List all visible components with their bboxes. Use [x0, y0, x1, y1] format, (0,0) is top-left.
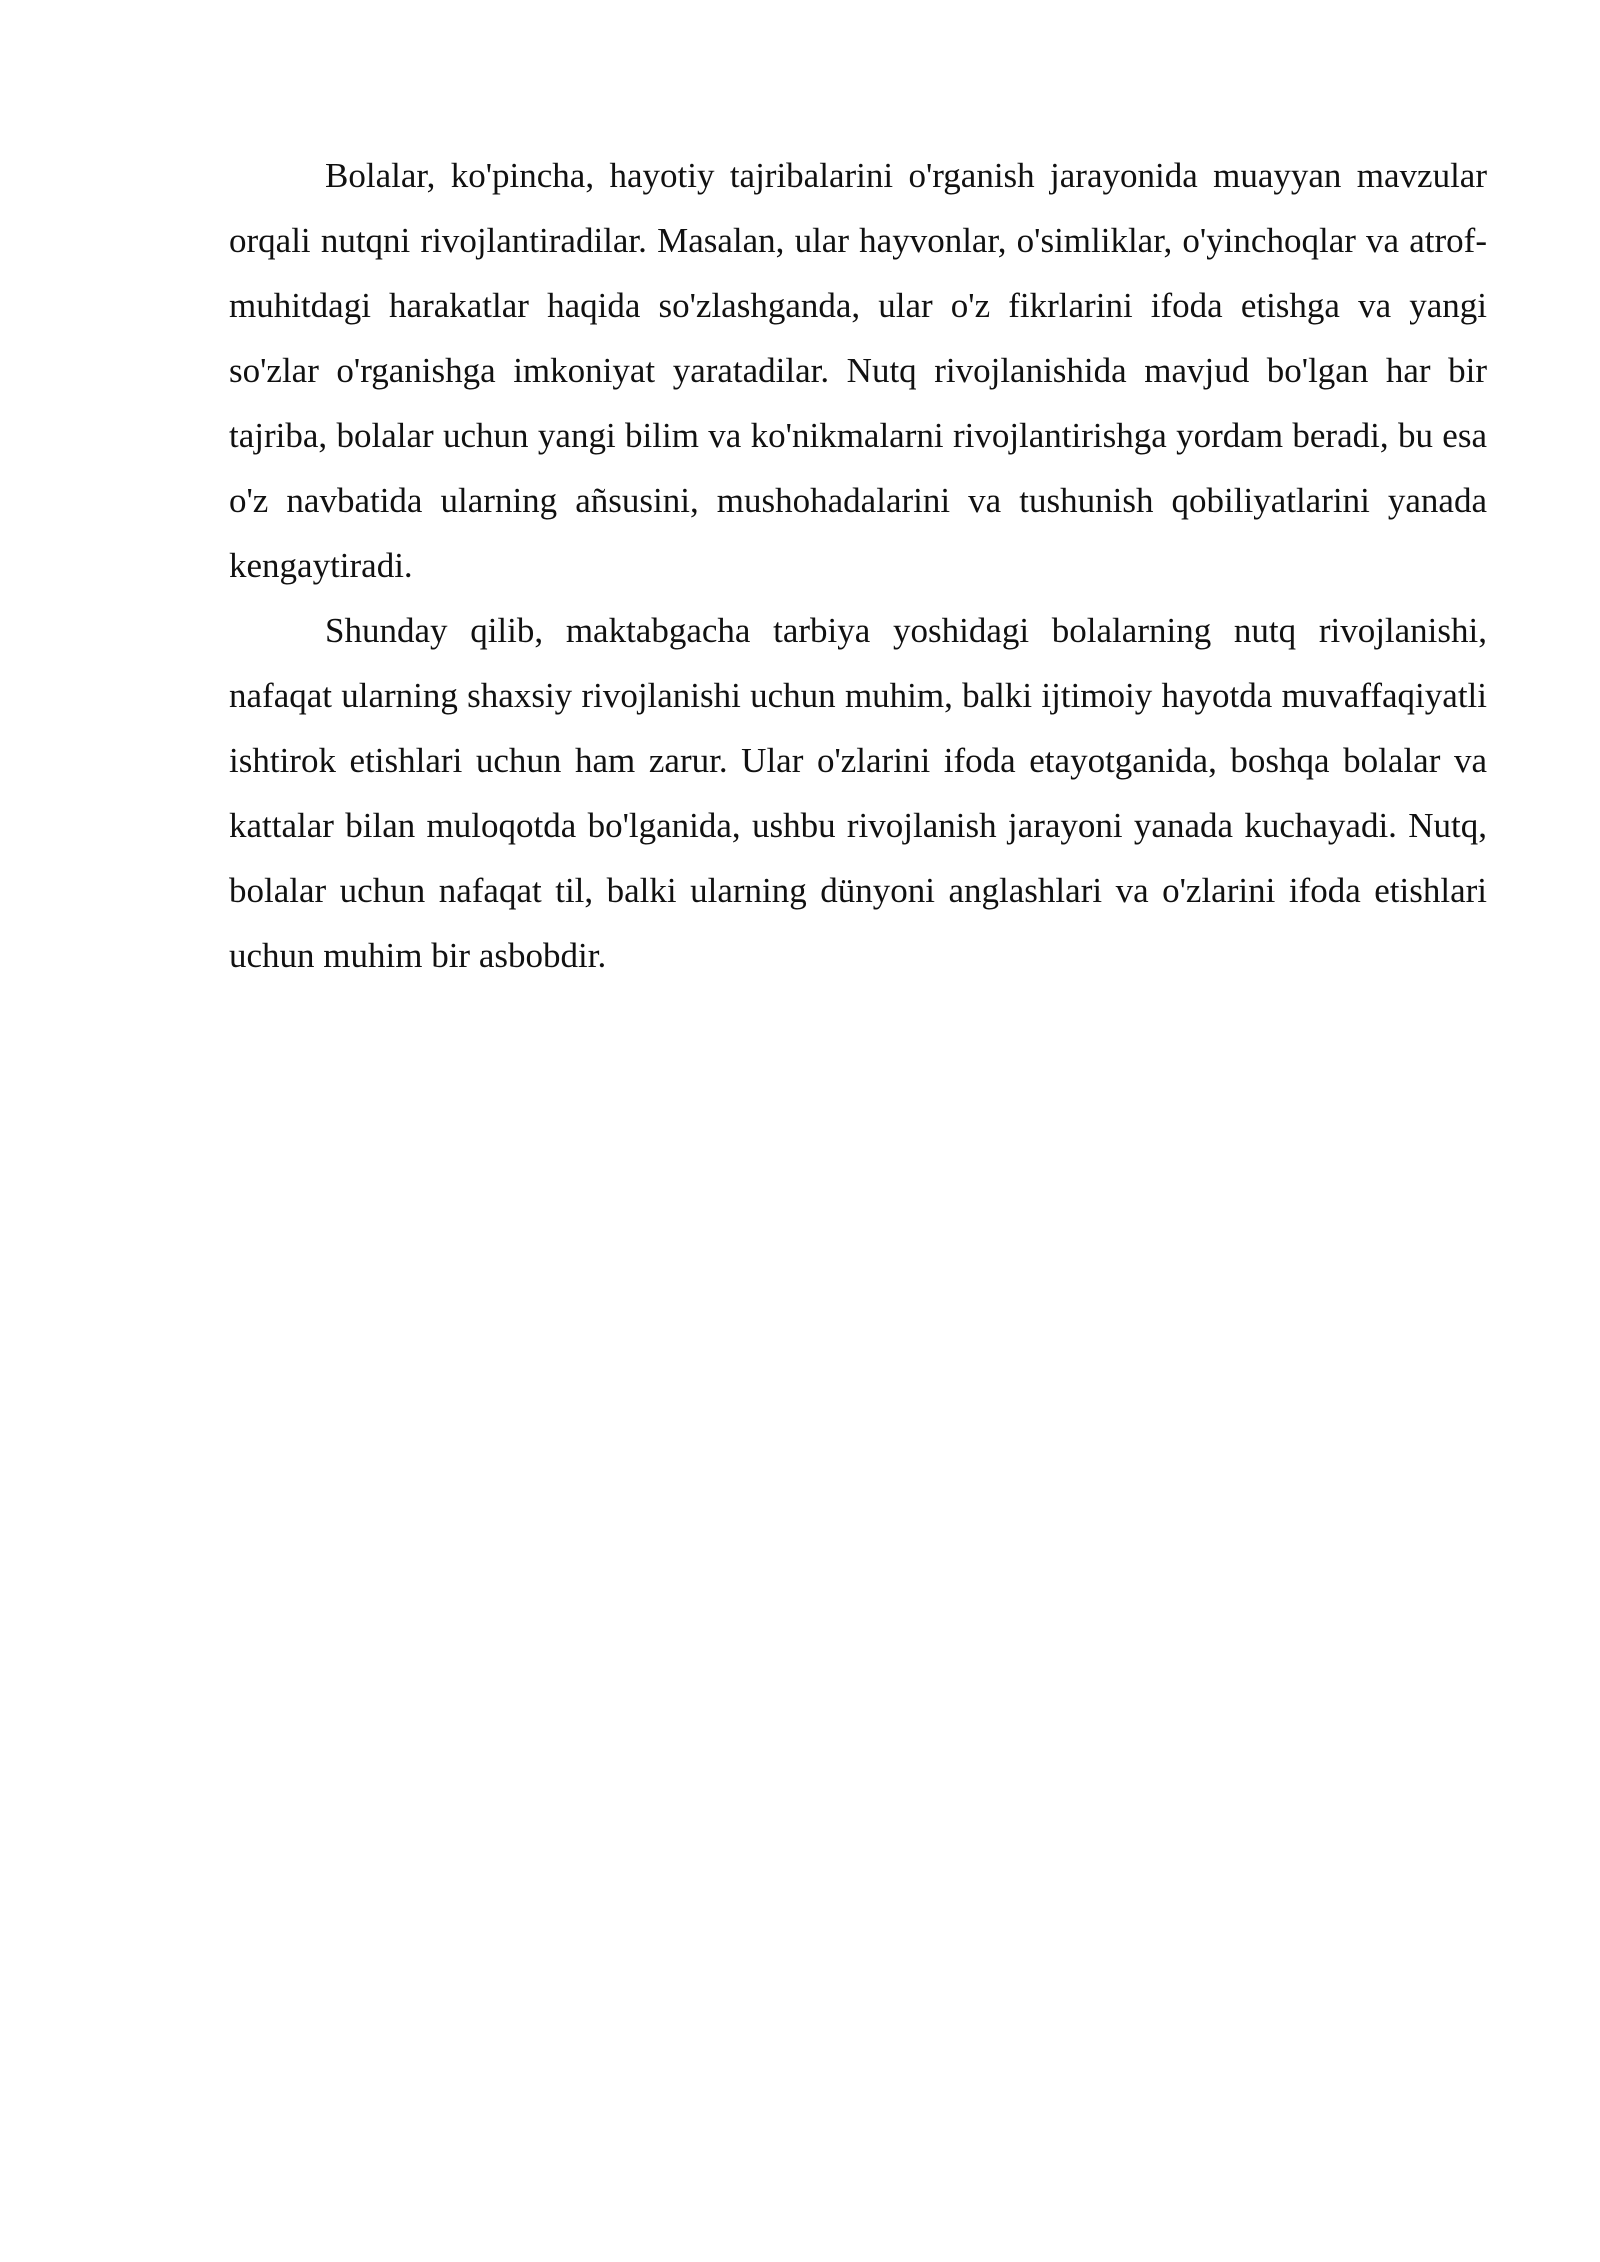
document-body: [229, 143, 1487, 988]
paragraph-1: Bolalar, ko'pincha, hayotiy tajribalarini o'rganish jarayonida muayyan mavzular orqali nutqni rivojlantiradilar. Masalan, ular hayvonlar, o'simliklar, o'yinchoqlar va atrof-muhitdagi harakatlar haqida so'zlashganda, ular o'z fikrlarini ifoda etishga va yangi so'zlar o'rganishga imkoniyat yaratadilar. Nutq rivojlanishida mavjud bo'lgan har bir tajriba, bolalar uchun yangi bilim va ko'nikmalarni rivojlantirishga yordam beradi, bu esa o'z navbatida ularning añsusini, mushohadalarini va tushunish qobiliyatlarini yanada kengaytiradi.: [229, 156, 1487, 585]
paragraph-2: Shunday qilib, maktabgacha tarbiya yoshidagi bolalarning nutq rivojlanishi, nafaqat ularning shaxsiy rivojlanishi uchun muhim, balki ijtimoiy hayotda muvaffaqiyatli ishtirok etishlari uchun ham zarur. Ular o'zlarini ifoda etayotganida, boshqa bolalar va kattalar bilan muloqotda bo'lganida, ushbu rivojlanish jarayoni yanada kuchayadi. Nutq, bolalar uchun nafaqat til, balki ularning dünyoni anglashlari va o'zlarini ifoda etishlari uchun muhim bir asbobdir.: [229, 611, 1487, 975]
